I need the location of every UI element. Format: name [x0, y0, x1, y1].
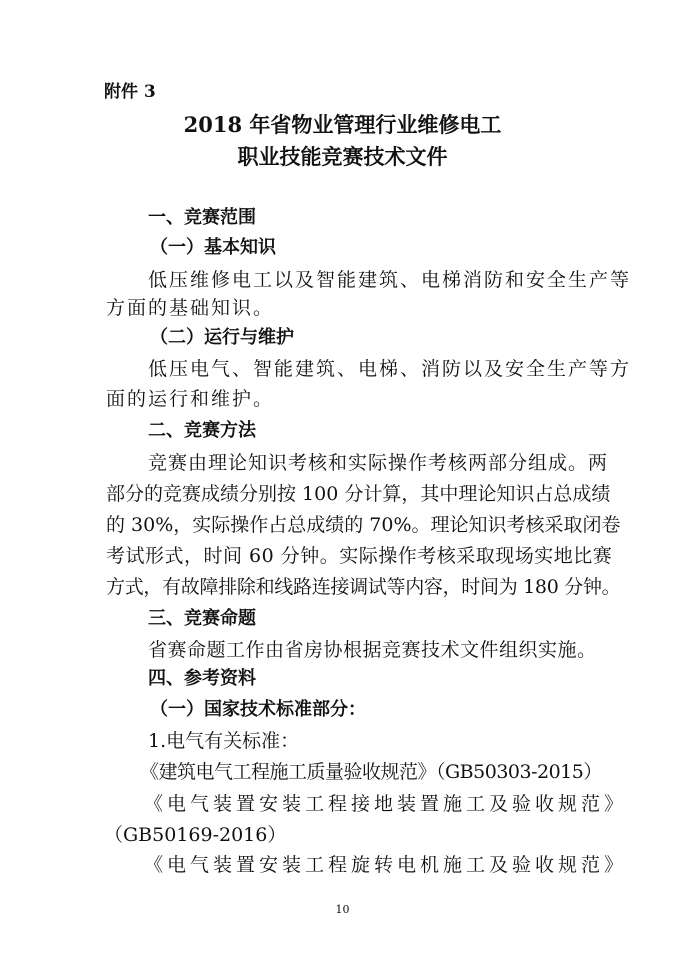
document-title-line1: 2018 年省物业管理行业维修电工	[183, 112, 502, 137]
section-3-paragraph: 省赛命题工作由省房协根据竞赛技术文件组织实施。	[148, 639, 597, 661]
reference-1: 《建筑电气工程施工质量验收规范》（GB50303-2015）	[140, 761, 602, 783]
section-1-2-heading: （二）运行与维护	[150, 327, 294, 348]
section-1-heading: 一、竞赛范围	[148, 207, 256, 228]
page-number: 10	[335, 903, 350, 916]
section-1-2-paragraph-line2: 面的运行和维护。	[106, 388, 275, 410]
section-4-heading: 四、参考资料	[148, 668, 256, 689]
section-2-paragraph-line4: 考试形式，时间 60 分钟。实际操作考核采取现场实地比赛	[106, 545, 613, 567]
document-title-line2: 职业技能竞赛技术文件	[237, 144, 448, 169]
section-1-1-paragraph-line1: 低压维修电工以及智能建筑、电梯消防和安全生产等	[148, 269, 632, 291]
section-2-paragraph-line2: 部分的竞赛成绩分别按 100 分计算，其中理论知识占总成绩	[106, 483, 611, 505]
attachment-label: 附件 3	[104, 82, 156, 102]
reference-2-code: （GB50169-2016）	[104, 824, 287, 846]
section-2-paragraph-line1: 竞赛由理论知识考核和实际操作考核两部分组成。两	[148, 452, 609, 474]
section-4-1-heading: （一）国家技术标准部分：	[150, 699, 366, 720]
section-2-paragraph-line5: 方式，有故障排除和线路连接调试等内容，时间为 180 分钟。	[106, 576, 621, 598]
reference-3: 《电气装置安装工程旋转电机施工及验收规范》	[144, 854, 628, 876]
reference-2: 《电气装置安装工程接地装置施工及验收规范》	[144, 793, 628, 815]
section-1-1-paragraph-line2: 方面的基础知识。	[106, 297, 275, 319]
section-1-1-heading: （一）基本知识	[150, 237, 276, 258]
section-1-2-paragraph-line1: 低压电气、智能建筑、电梯、消防以及安全生产等方	[148, 358, 632, 380]
section-2-heading: 二、竞赛方法	[148, 420, 256, 441]
section-2-paragraph-line3: 的 30%，实际操作占总成绩的 70%。理论知识考核采取闭卷	[106, 514, 621, 536]
section-4-1-item1: 1.电气有关标准：	[148, 730, 300, 752]
section-3-heading: 三、竞赛命题	[148, 608, 256, 629]
